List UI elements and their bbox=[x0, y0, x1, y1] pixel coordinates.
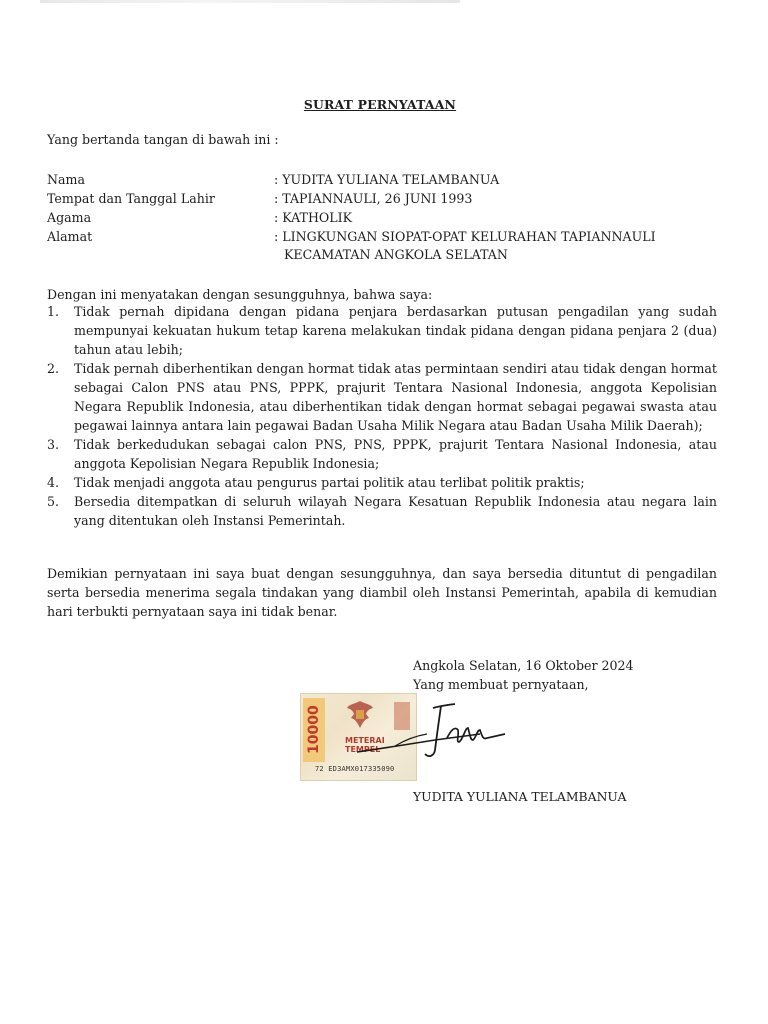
scan-edge-artifact bbox=[40, 0, 460, 3]
identity-value: : YUDITA YULIANA TELAMBANUA bbox=[274, 172, 500, 187]
identity-row-birth bbox=[47, 189, 472, 208]
identity-row-name bbox=[47, 170, 499, 189]
stamp-serial: 72 ED3AMX017335090 bbox=[315, 765, 395, 773]
place-date: Angkola Selatan, 16 Oktober 2024 bbox=[413, 658, 634, 673]
list-text: Tidak menjadi anggota atau pengurus partai politik atau terlibat politik praktis; bbox=[74, 475, 585, 490]
list-item bbox=[47, 435, 717, 473]
list-number: 4. bbox=[47, 475, 60, 490]
identity-label: Agama bbox=[47, 210, 92, 225]
list-number: 3. bbox=[47, 437, 60, 452]
identity-value: : KATHOLIK bbox=[274, 210, 353, 225]
list-text: Tidak berkedudukan sebagai calon PNS, PNS, PPPK, prajurit Tentara Nasional Indonesia, atau anggota Kepolisian Negara Republik Indonesia; bbox=[74, 437, 717, 471]
identity-label: Alamat bbox=[47, 229, 93, 244]
list-item bbox=[47, 359, 717, 435]
signer-name: YUDITA YULIANA TELAMBANUA bbox=[413, 789, 627, 804]
list-item bbox=[47, 302, 717, 359]
list-item bbox=[47, 473, 717, 492]
identity-value: : LINGKUNGAN SIOPAT-OPAT KELURAHAN TAPIANNAULI bbox=[274, 229, 656, 244]
list-text: Bersedia ditempatkan di seluruh wilayah Negara Kesatuan Republik Indonesia atau negara lain yang ditentukan oleh Instansi Pemerintah. bbox=[74, 494, 717, 528]
list-number: 1. bbox=[47, 304, 60, 319]
statement-list bbox=[47, 302, 717, 530]
stamp-value: 10000 bbox=[303, 698, 325, 762]
identity-label: Nama bbox=[47, 172, 85, 187]
list-item bbox=[47, 492, 717, 530]
identity-row-address bbox=[47, 227, 656, 246]
document-title: SURAT PERNYATAAN bbox=[303, 97, 457, 112]
list-number: 2. bbox=[47, 361, 60, 376]
identity-row-religion bbox=[47, 208, 352, 227]
signature-icon bbox=[355, 700, 520, 770]
stamp-label-line1: METERAI bbox=[345, 736, 385, 745]
address-line-2: KECAMATAN ANGKOLA SELATAN bbox=[284, 247, 508, 262]
lead-text: Dengan ini menyatakan dengan sesungguhnya, bahwa saya: bbox=[47, 287, 433, 302]
closing-paragraph: Demikian pernyataan ini saya buat dengan sesungguhnya, dan saya bersedia dituntut di pengadilan serta bersedia menerima segala tindakan yang diambil oleh Instansi Pemerintah, apabila di kemudian hari terbukti pernyataan saya ini tidak benar. bbox=[47, 566, 717, 619]
identity-label: Tempat dan Tanggal Lahir bbox=[47, 191, 215, 206]
identity-value: : TAPIANNAULI, 26 JUNI 1993 bbox=[274, 191, 473, 206]
maker-label: Yang membuat pernyataan, bbox=[413, 677, 589, 692]
intro-text: Yang bertanda tangan di bawah ini : bbox=[47, 132, 279, 147]
stamp-label-line2: TEMPEL bbox=[345, 745, 381, 754]
list-number: 5. bbox=[47, 494, 60, 509]
list-text: Tidak pernah diberhentikan dengan hormat tidak atas permintaan sendiri atau tidak dengan hormat sebagai Calon PNS atau PNS, PPPK, prajurit Tentara Nasional Indonesia, anggota Kepolisian Negara Republik Indonesia, atau diberhentikan tidak dengan hormat sebagai pegawai swasta atau pegawai lainnya antara lain pegawai Badan Usaha Milik Negara atau Badan Usaha Milik Daerah); bbox=[74, 361, 717, 433]
list-text: Tidak pernah dipidana dengan pidana penjara berdasarkan putusan pengadilan yang sudah mempunyai kekuatan hukum tetap karena melakukan tindak pidana dengan pidana penjara 2 (dua) tahun atau lebih; bbox=[74, 304, 717, 357]
